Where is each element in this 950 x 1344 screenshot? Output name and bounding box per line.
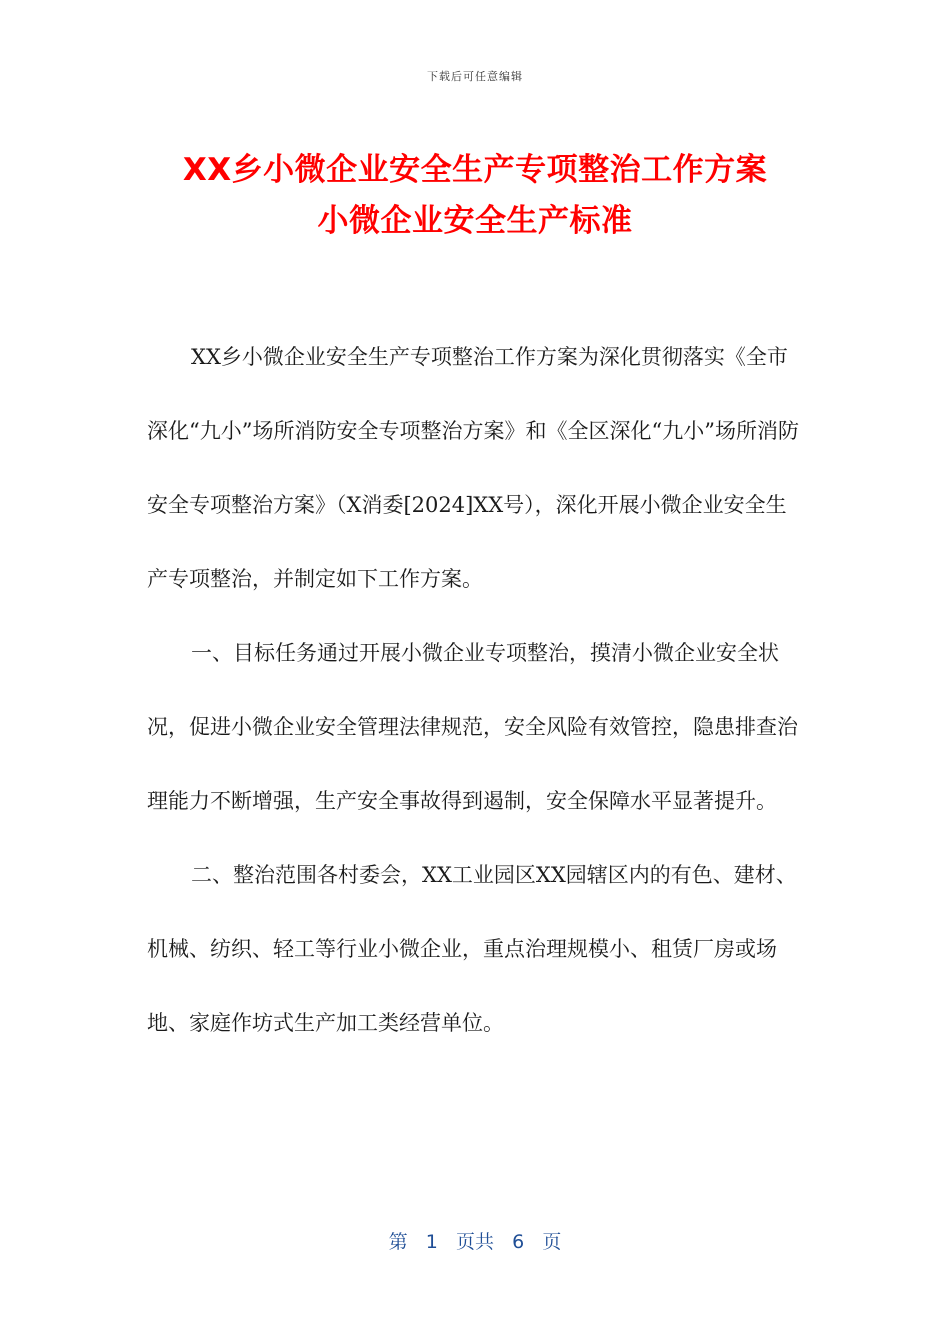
footer-middle: 页共 xyxy=(455,1231,494,1253)
paragraph-intro: XX乡小微企业安全生产专项整治工作方案为深化贯彻落实《全市深化“九小”场所消防安全专项整治方案》和《全区深化“九小”场所消防安全专项整治方案》（X消委[2024]XX号），深化开展小微企业安全生产专项整治，并制定如下工作方案。 xyxy=(147,345,799,591)
footer-prefix: 第 xyxy=(388,1231,408,1253)
footer-current-page: 1 xyxy=(425,1231,438,1253)
document-title: XX乡小微企业安全生产专项整治工作方案 xyxy=(182,152,768,188)
paragraph-scope: 二、整治范围各村委会，XX工业园区XX园辖区内的有色、建材、机械、纺织、轻工等行业小微企业，重点治理规模小、租赁厂房或场地、家庭作坊式生产加工类经营单位。 xyxy=(147,863,797,1035)
header-note: 下载后可任意编辑 xyxy=(427,70,523,83)
document-body xyxy=(147,320,807,1060)
document-subtitle: 小微企业安全生产标准 xyxy=(317,203,633,239)
footer-suffix: 页 xyxy=(542,1231,562,1253)
page-footer xyxy=(0,1227,950,1254)
paragraph-objectives: 一、目标任务通过开展小微企业专项整治，摸清小微企业安全状况，促进小微企业安全管理法律规范，安全风险有效管控，隐患排查治理能力不断增强，生产安全事故得到遏制，安全保障水平显著提升。 xyxy=(147,641,798,813)
footer-total-pages: 6 xyxy=(512,1231,525,1253)
